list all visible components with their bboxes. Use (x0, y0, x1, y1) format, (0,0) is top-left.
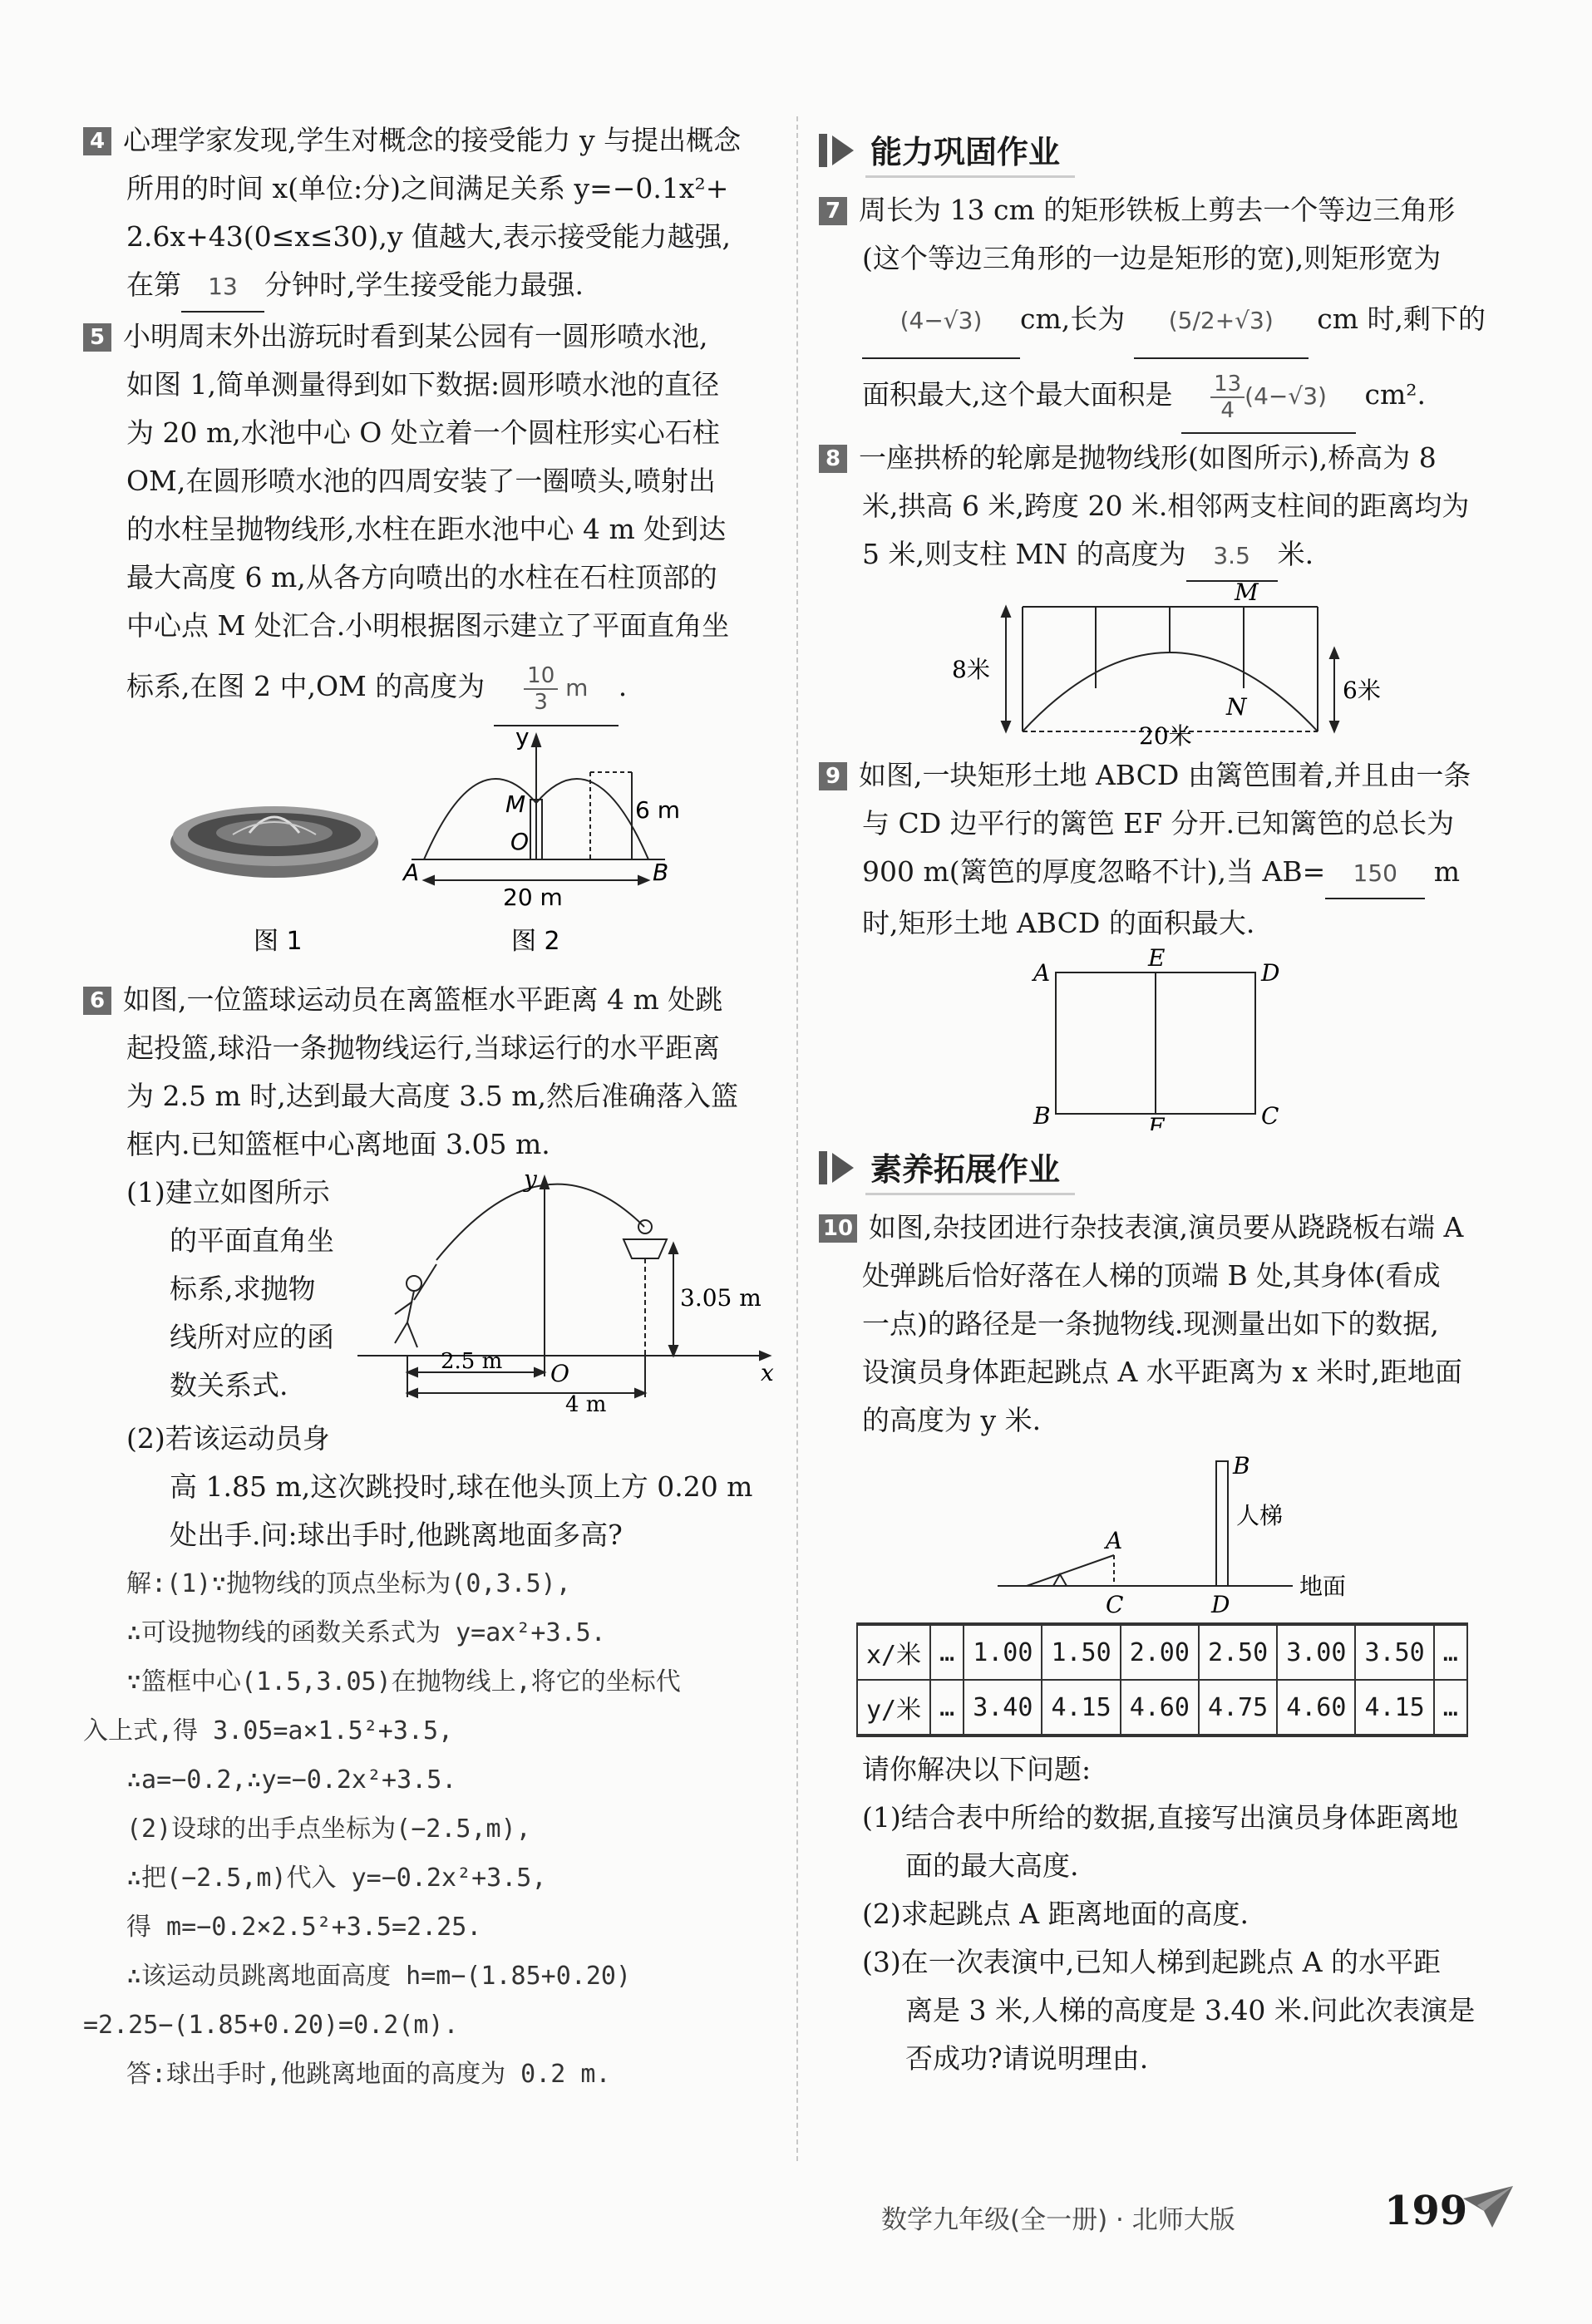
table-cell: … (1434, 1624, 1467, 1680)
solution-line: 解:(1)∵抛物线的顶点坐标为(0,3.5), (126, 1569, 571, 1598)
text-line: 与 CD 边平行的篱笆 EF 分开.已知篱笆的总长为 (862, 807, 1455, 839)
text-line: (这个等边三角形的一边是矩形的宽),则矩形宽为 (862, 242, 1442, 274)
answer-unit: m (565, 674, 589, 702)
table-cell: 1.00 (964, 1624, 1042, 1680)
height-label: 6 m (635, 796, 680, 824)
point-a-label: A (1033, 959, 1051, 987)
point-d-label: D (1211, 1591, 1230, 1618)
answer-blank-width: (4−√3) (862, 284, 1020, 359)
text-line: 一座拱桥的轮廓是抛物线形(如图所示),桥高为 8 (859, 441, 1437, 474)
table-cell: 4.15 (1042, 1680, 1120, 1736)
text-line: 的平面直角坐 (170, 1224, 334, 1257)
solution-line: ∴该运动员跳离地面高度 h=m−(1.85+0.20) (126, 1962, 632, 1991)
axis-y-label: y (515, 726, 530, 751)
table-cell: 2.00 (1121, 1624, 1199, 1680)
table-cell: 3.40 (964, 1680, 1042, 1736)
question-9 (819, 751, 1509, 1134)
table-cell: y/米 (857, 1680, 930, 1736)
text-line: 2.6x+43(0≤x≤30),y 值越大,表示接受能力越强, (126, 220, 731, 253)
question-number: 10 (819, 1214, 857, 1243)
text-line: 如图 1,简单测量得到如下数据:圆形喷水池的直径 (126, 368, 720, 401)
table-cell: … (1434, 1680, 1467, 1736)
solution-line: 得 m=−0.2×2.5²+3.5=2.25. (126, 1913, 482, 1942)
text-line: 否成功?请说明理由. (905, 2042, 1149, 2075)
text-line: 所用的时间 x(单位:分)之间满足关系 y=−0.1x²+ (126, 172, 729, 204)
text-line: 周长为 13 cm 的矩形铁板上剪去一个等边三角形 (859, 194, 1456, 226)
section-header-consolidation (819, 121, 1509, 180)
text-line: 标系,求抛物 (170, 1273, 316, 1305)
table-cell: 4.60 (1277, 1680, 1355, 1736)
arrow-icon (832, 135, 854, 165)
point-n-label: N (1226, 693, 1247, 721)
text-line: 线所对应的函 (170, 1321, 334, 1353)
solution-line: (2)设球的出手点坐标为(−2.5,m), (126, 1814, 531, 1844)
text-line: 心理学家发现,学生对概念的接受能力 y 与提出概念 (123, 124, 742, 156)
question-number: 6 (83, 987, 111, 1015)
text-line: 5 米,则支柱 MN 的高度为 (862, 538, 1186, 570)
fountain-diagram (412, 735, 665, 884)
text-line: 小明周末外出游玩时看到某公园有一圆形喷水池, (123, 320, 708, 352)
text-line: . (618, 670, 628, 702)
text-line: 处弹跳后恰好落在人梯的顶端 B 处,其身体(看成 (862, 1259, 1441, 1292)
text-line: 一点)的路径是一条抛物线.现测量出如下的数据, (862, 1307, 1439, 1340)
solution-line: ∴a=−0.2,∴y=−0.2x²+3.5. (126, 1765, 457, 1795)
right-column (819, 116, 1509, 2083)
text-line: 为 2.5 m 时,达到最大高度 3.5 m,然后准确落入篮 (126, 1080, 738, 1112)
solution-line: 入上式,得 3.05=a×1.5²+3.5, (83, 1716, 454, 1745)
question-5 (83, 313, 781, 976)
text-line: (2)若该运动员身 (126, 1422, 330, 1455)
question-10 (819, 1204, 1509, 2083)
fraction-denominator: 4 (1220, 398, 1235, 423)
span-label: 20米 (1139, 722, 1192, 748)
fountain-figures (83, 726, 781, 976)
text-line: 设演员身体距起跳点 A 水平距离为 x 米时,距地面 (862, 1356, 1462, 1388)
answer-blank-length: (5/2+√3) (1134, 284, 1309, 359)
text-line: (3)在一次表演中,已知人梯到起跳点 A 的水平距 (862, 1946, 1442, 1978)
text-line: 离是 3 米,人梯的高度是 3.40 米.问此次表演是 (905, 1994, 1476, 2026)
text-line: 如图,一位篮球运动员在离篮框水平距离 4 m 处跳 (123, 983, 723, 1016)
fraction-numerator: 10 (524, 663, 558, 690)
question-number: 4 (83, 127, 111, 155)
text-line: (1)结合表中所给的数据,直接写出演员身体距离地 (862, 1801, 1459, 1834)
section-title: 素养拓展作业 (865, 1140, 1075, 1195)
point-c-label: C (1261, 1102, 1279, 1130)
origin-label: O (550, 1360, 569, 1387)
bridge-height-label: 8米 (952, 656, 990, 683)
text-line: 最大高度 6 m,从各方向喷出的水柱在石柱顶部的 (126, 561, 717, 593)
left-column (83, 116, 781, 2099)
answer-blank: 150 (1325, 849, 1425, 899)
point-m-label: M (505, 790, 526, 818)
footer-book-title: 数学九年级(全一册) · 北师大版 (881, 2205, 1235, 2235)
table-cell: 1.50 (1042, 1624, 1120, 1680)
figure-q5 (83, 726, 781, 976)
fraction-denominator: 3 (534, 690, 548, 715)
fountain-photo (170, 806, 378, 878)
basketball-figure (357, 1169, 781, 1415)
point-e-label: E (1148, 948, 1166, 972)
text-line: 高 1.85 m,这次跳投时,球在他头顶上方 0.20 m (170, 1470, 753, 1503)
question-8 (819, 434, 1509, 751)
paper-plane-icon (1459, 2182, 1517, 2232)
point-c-label: C (1106, 1591, 1124, 1618)
page-number: 199 (1384, 2188, 1468, 2234)
point-b-label: B (1033, 1102, 1051, 1130)
table-cell: 2.50 (1199, 1624, 1277, 1680)
text-line: 数关系式. (170, 1369, 288, 1401)
text-line: 处出手.问:球出手时,他跳离地面多高? (170, 1519, 623, 1551)
text-line: 米,拱高 6 米,跨度 20 米.相邻两支柱间的距离均为 (862, 490, 1470, 522)
table-cell: 4.60 (1121, 1680, 1199, 1736)
point-b-label: B (1233, 1452, 1250, 1480)
text-line: 起投篮,球沿一条抛物线运行,当球运行的水平距离 (126, 1032, 720, 1064)
question-number: 5 (83, 323, 111, 352)
table-cell: … (930, 1680, 964, 1736)
text-line: 框内.已知篮框中心离地面 3.05 m. (126, 1128, 550, 1160)
answer-blank (494, 652, 619, 726)
field-figure (819, 948, 1509, 1130)
point-a-label: A (1106, 1527, 1123, 1554)
ladder-label: 人梯 (1236, 1502, 1284, 1529)
answer-blank-area (1181, 361, 1356, 434)
figure-2-caption: 图 2 (511, 927, 560, 956)
rim-height-label: 3.05 m (680, 1284, 761, 1312)
ground-label: 地面 (1299, 1573, 1347, 1600)
text-line: cm,长为 (1020, 303, 1126, 335)
width-label: 20 m (503, 884, 563, 911)
answer-rest: (4−√3) (1245, 382, 1327, 410)
arrow-icon (832, 1153, 854, 1183)
text-line: 标系,在图 2 中,OM 的高度为 (126, 670, 485, 702)
question-6 (83, 976, 781, 2099)
arch-height-label: 6米 (1343, 677, 1381, 704)
table-cell: 4.75 (1199, 1680, 1277, 1736)
bridge-figure (819, 582, 1509, 748)
solution-line: =2.25−(1.85+0.20)=0.2(m). (83, 2011, 459, 2040)
question-7 (819, 186, 1509, 434)
point-f-label: F (1148, 1113, 1165, 1130)
figure-1-caption: 图 1 (254, 927, 303, 956)
table-cell: 4.15 (1355, 1680, 1433, 1736)
data-table (856, 1622, 1468, 1737)
point-o-label: O (510, 828, 530, 855)
text-line: 的高度为 y 米. (862, 1404, 1042, 1436)
section-title: 能力巩固作业 (865, 123, 1075, 178)
question-number: 7 (819, 197, 847, 225)
text-line: 面的最大高度. (905, 1849, 1079, 1882)
text-line: 的水柱呈抛物线形,水柱在距水池中心 4 m 处到达 (126, 513, 727, 545)
text-line: cm². (1364, 378, 1426, 411)
text-line: 在第 (126, 268, 181, 301)
text-line: 分钟时,学生接受能力最强. (264, 268, 584, 301)
table-row (857, 1624, 1467, 1680)
text-line: 如图,杂技团进行杂技表演,演员要从跷跷板右端 A (869, 1211, 1464, 1243)
text-line: m (1433, 855, 1461, 888)
answer-blank: 3.5 (1186, 532, 1278, 582)
point-d-label: D (1261, 959, 1280, 987)
point-a-label: A (403, 859, 420, 886)
table-row (857, 1680, 1467, 1736)
text-line: 中心点 M 处汇合.小明根据图示建立了平面直角坐 (126, 609, 730, 642)
table-cell: 3.00 (1277, 1624, 1355, 1680)
text-line: 请你解决以下问题: (862, 1753, 1092, 1785)
table-cell: … (930, 1624, 964, 1680)
text-line: cm 时,剩下的 (1317, 303, 1486, 335)
distance-label-2: 4 m (565, 1392, 607, 1415)
question-number: 9 (819, 762, 847, 790)
point-m-label: M (1235, 582, 1259, 606)
acrobat-figure (819, 1445, 1509, 1619)
q6-solution (83, 1559, 781, 2099)
text-line: 米. (1277, 538, 1314, 570)
text-line: 时,矩形土地 ABCD 的面积最大. (862, 907, 1255, 939)
q6-part1-with-figure (83, 1169, 781, 1415)
column-divider (796, 116, 798, 2161)
solution-line: 答:球出手时,他跳离地面的高度为 0.2 m. (126, 2060, 611, 2089)
table-cell: x/米 (857, 1624, 930, 1680)
axis-x-label: x (761, 1359, 774, 1386)
text-line: 如图,一块矩形土地 ABCD 由篱笆围着,并且由一条 (859, 759, 1471, 791)
question-4 (83, 116, 781, 313)
question-number: 8 (819, 445, 847, 473)
section-header-extension (819, 1139, 1509, 1197)
fraction-numerator: 13 (1210, 372, 1245, 398)
distance-label-1: 2.5 m (441, 1349, 503, 1374)
axis-y-label: y (524, 1169, 537, 1193)
point-b-label: B (653, 859, 669, 886)
text-line: 为 20 m,水池中心 O 处立着一个圆柱形实心石柱 (126, 416, 720, 449)
table-cell: 3.50 (1355, 1624, 1433, 1680)
text-line: 面积最大,这个最大面积是 (862, 378, 1173, 411)
text-line: OM,在圆形喷水池的四周安装了一圈喷头,喷射出 (126, 465, 716, 497)
solution-line: ∴把(−2.5,m)代入 y=−0.2x²+3.5, (126, 1864, 547, 1893)
text-line: (2)求起跳点 A 距离地面的高度. (862, 1898, 1249, 1930)
solution-line: ∴可设抛物线的函数关系式为 y=ax²+3.5. (126, 1618, 606, 1647)
answer-blank: 13 (181, 263, 264, 313)
text-line: (1)建立如图所示 (126, 1176, 330, 1209)
solution-line: ∵篮框中心(1.5,3.05)在抛物线上,将它的坐标代 (126, 1667, 681, 1696)
text-line: 900 m(篱笆的厚度忽略不计),当 AB= (862, 855, 1326, 888)
